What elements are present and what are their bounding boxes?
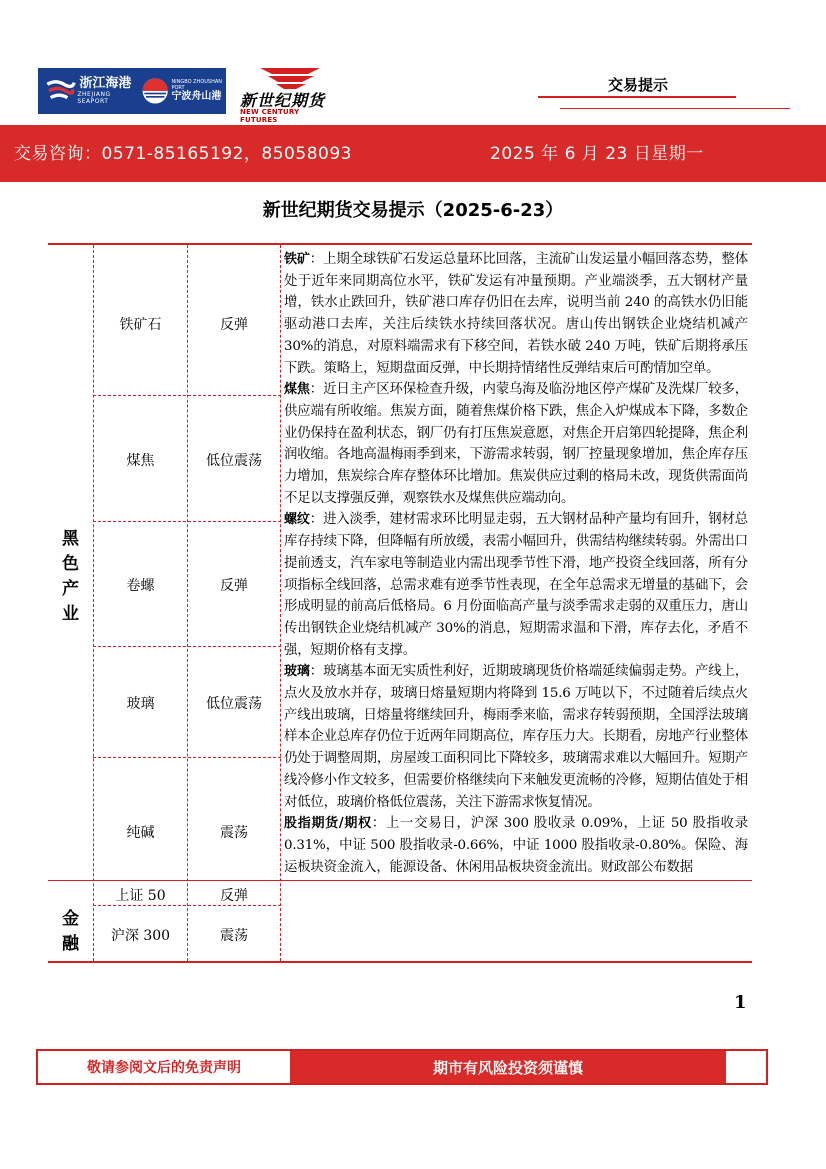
- ningbo-port-sun-icon: [141, 74, 169, 108]
- product-rebar: 卷螺: [126, 578, 155, 594]
- table-divider: [280, 245, 281, 961]
- trading-tips-table: [48, 243, 752, 963]
- product-sse50: 上证 50: [115, 888, 166, 904]
- ningbo-logo-subtext: NINGBO ZHOUSHAN PORT: [171, 79, 223, 91]
- analysis-stock-index: 股指期货/期权：上一交易日，沪深 300 股收录 0.09%，上证 50 股指收录 0.31%，中证 500 股指收录-0.66%，中证 1000 股指收录-0.80%。保险、海运板块资金流入，能源设备、休闲用品板块资金流出。财政部公布数据: [284, 816, 748, 875]
- contact-info: 交易咨询：0571-85165192，85058093: [14, 144, 352, 164]
- trend-glass: 低位震荡: [206, 696, 262, 712]
- product-soda-ash: 纯碱: [126, 825, 155, 841]
- trend-soda-ash: 震荡: [220, 825, 248, 841]
- ningbo-logo-text: 宁波舟山港: [171, 91, 222, 102]
- product-csi300: 沪深 300: [110, 928, 171, 944]
- header-rule: [538, 96, 736, 98]
- trend-sse50: 反弹: [220, 888, 248, 904]
- analysis-glass: 玻璃：玻璃基本面无实质性利好，近期玻璃现货价格端延续偏弱走势。产线上，点火及放水并存，玻璃日熔量短期内将降到 15.6 万吨以下，不过随着后续点火产线出玻璃，日熔量将继续回升，梅雨季来临，需求存转弱预期，全国浮法玻璃样本企业总库存仍位于近两年同期高位，库存压力大。长期看，房地产行业整体仍处于调整周期，房屋竣工面积同比下降较多，玻璃需求难以大幅回升。短期产线冷修小作文较多，但需要价格继续向下来触发更流畅的冷修，短期估值处于相对低位，玻璃价格低位震荡，关注下游需求恢复情况。: [284, 664, 748, 810]
- product-glass: 玻璃: [126, 696, 155, 712]
- zhejiang-seaport-logo: [38, 68, 226, 114]
- document-type-label: 交易提示: [607, 76, 668, 94]
- row-divider: [93, 395, 281, 396]
- row-divider: [93, 905, 281, 906]
- analysis-rebar: 螺纹：进入淡季，建材需求环比明显走弱，五大钢材品种产量均有回升，钢材总库存持续下降，但降幅有所放缓，表需小幅回升，供需结构继续转弱。外需出口提前透支，汽车家电等制造业内需出现季节性下滑，地产投资全线回落，所有分项指标全线回落，总需求难有逆季节性表现，在全年总需求无增量的基础下，会形成明显的前高后低格局。6 月份面临高产量与淡季需求走弱的双重压力，唐山传出钢铁企业烧结机减产 30%的消息，短期需求温和下滑，库存去化，矛盾不强，短期价格有支撑。: [284, 512, 748, 658]
- page-number: 1: [734, 992, 747, 1013]
- ncf-logo-text: 新世纪期货: [240, 91, 326, 110]
- page-title: 新世纪期货交易提示（2025-6-23）: [262, 200, 564, 221]
- zhejiang-logo-subtext: ZHEJIANG SEAPORT: [77, 90, 111, 105]
- trend-coal-coke: 低位震荡: [206, 453, 262, 469]
- row-divider: [93, 757, 281, 758]
- trend-rebar: 反弹: [220, 578, 248, 594]
- table-divider: [93, 245, 94, 961]
- analysis-iron-ore: 铁矿：上期全球铁矿石发运总量环比回落，主流矿山发运量小幅回落态势，整体处于近年来同期高位水平，铁矿发运有冲量预期。产业端淡季，五大钢材产量增，铁水止跌回升，铁矿港口库存仍旧在去库，说明当前 240 的高铁水仍旧能驱动港口去库，关注后续铁水持续回落状况。唐山传出钢铁企业烧结机减产 30%的消息，对原料端需求有下移空间，若铁水破 240 万吨，铁矿后期将承压下跌。策略上，短期盘面反弹，中长期持情绪性反弹结束后可酌情加空单。: [284, 252, 748, 376]
- table-divider: [187, 245, 188, 961]
- ncf-logo-subtext: NEW CENTURY FUTURES: [240, 108, 300, 124]
- risk-warning: 期市有风险投资须谨慎: [432, 1059, 583, 1077]
- product-iron-ore: 铁矿石: [119, 317, 162, 333]
- row-divider: [93, 646, 281, 647]
- analysis-column: [284, 249, 748, 955]
- product-coal-coke: 煤焦: [126, 453, 155, 469]
- new-century-futures-logo: [238, 66, 330, 124]
- zhejiang-logo-text: 浙江海港: [79, 76, 132, 92]
- trend-iron-ore: 反弹: [220, 317, 248, 333]
- category-label-black-industry: 黑 色 产 业: [62, 529, 79, 624]
- ncf-wing-icon: [258, 66, 322, 90]
- analysis-coal-coke: 煤焦：近日主产区环保检查升级，内蒙乌海及临汾地区停产煤矿及洗煤厂较多，供应端有所收缩。焦炭方面，随着焦煤价格下跌，焦企入炉煤成本下降，多数企业仍保持在盈利状态，钢厂仍有打压焦炭意愿，对焦企开启第四轮提降，焦企利润收缩。各地高温梅雨季到来，下游需求转弱，钢厂控量现象增加，焦企库存压力增加，焦炭综合库存整体环比增加。焦炭供应过剩的格局未改，现货供需面尚不足以支撑强反弹，观察铁水及煤焦供应端动向。: [284, 382, 748, 506]
- report-date: 2025 年 6 月 23 日星期一: [490, 144, 704, 164]
- row-divider: [93, 521, 281, 522]
- header-rule-secondary: [560, 108, 790, 109]
- category-label-finance: 金 融: [62, 909, 79, 954]
- seaport-wave-icon: [44, 71, 77, 111]
- trend-csi300: 震荡: [220, 928, 248, 944]
- disclaimer-link[interactable]: 敬请参阅文后的免责声明: [87, 1060, 241, 1076]
